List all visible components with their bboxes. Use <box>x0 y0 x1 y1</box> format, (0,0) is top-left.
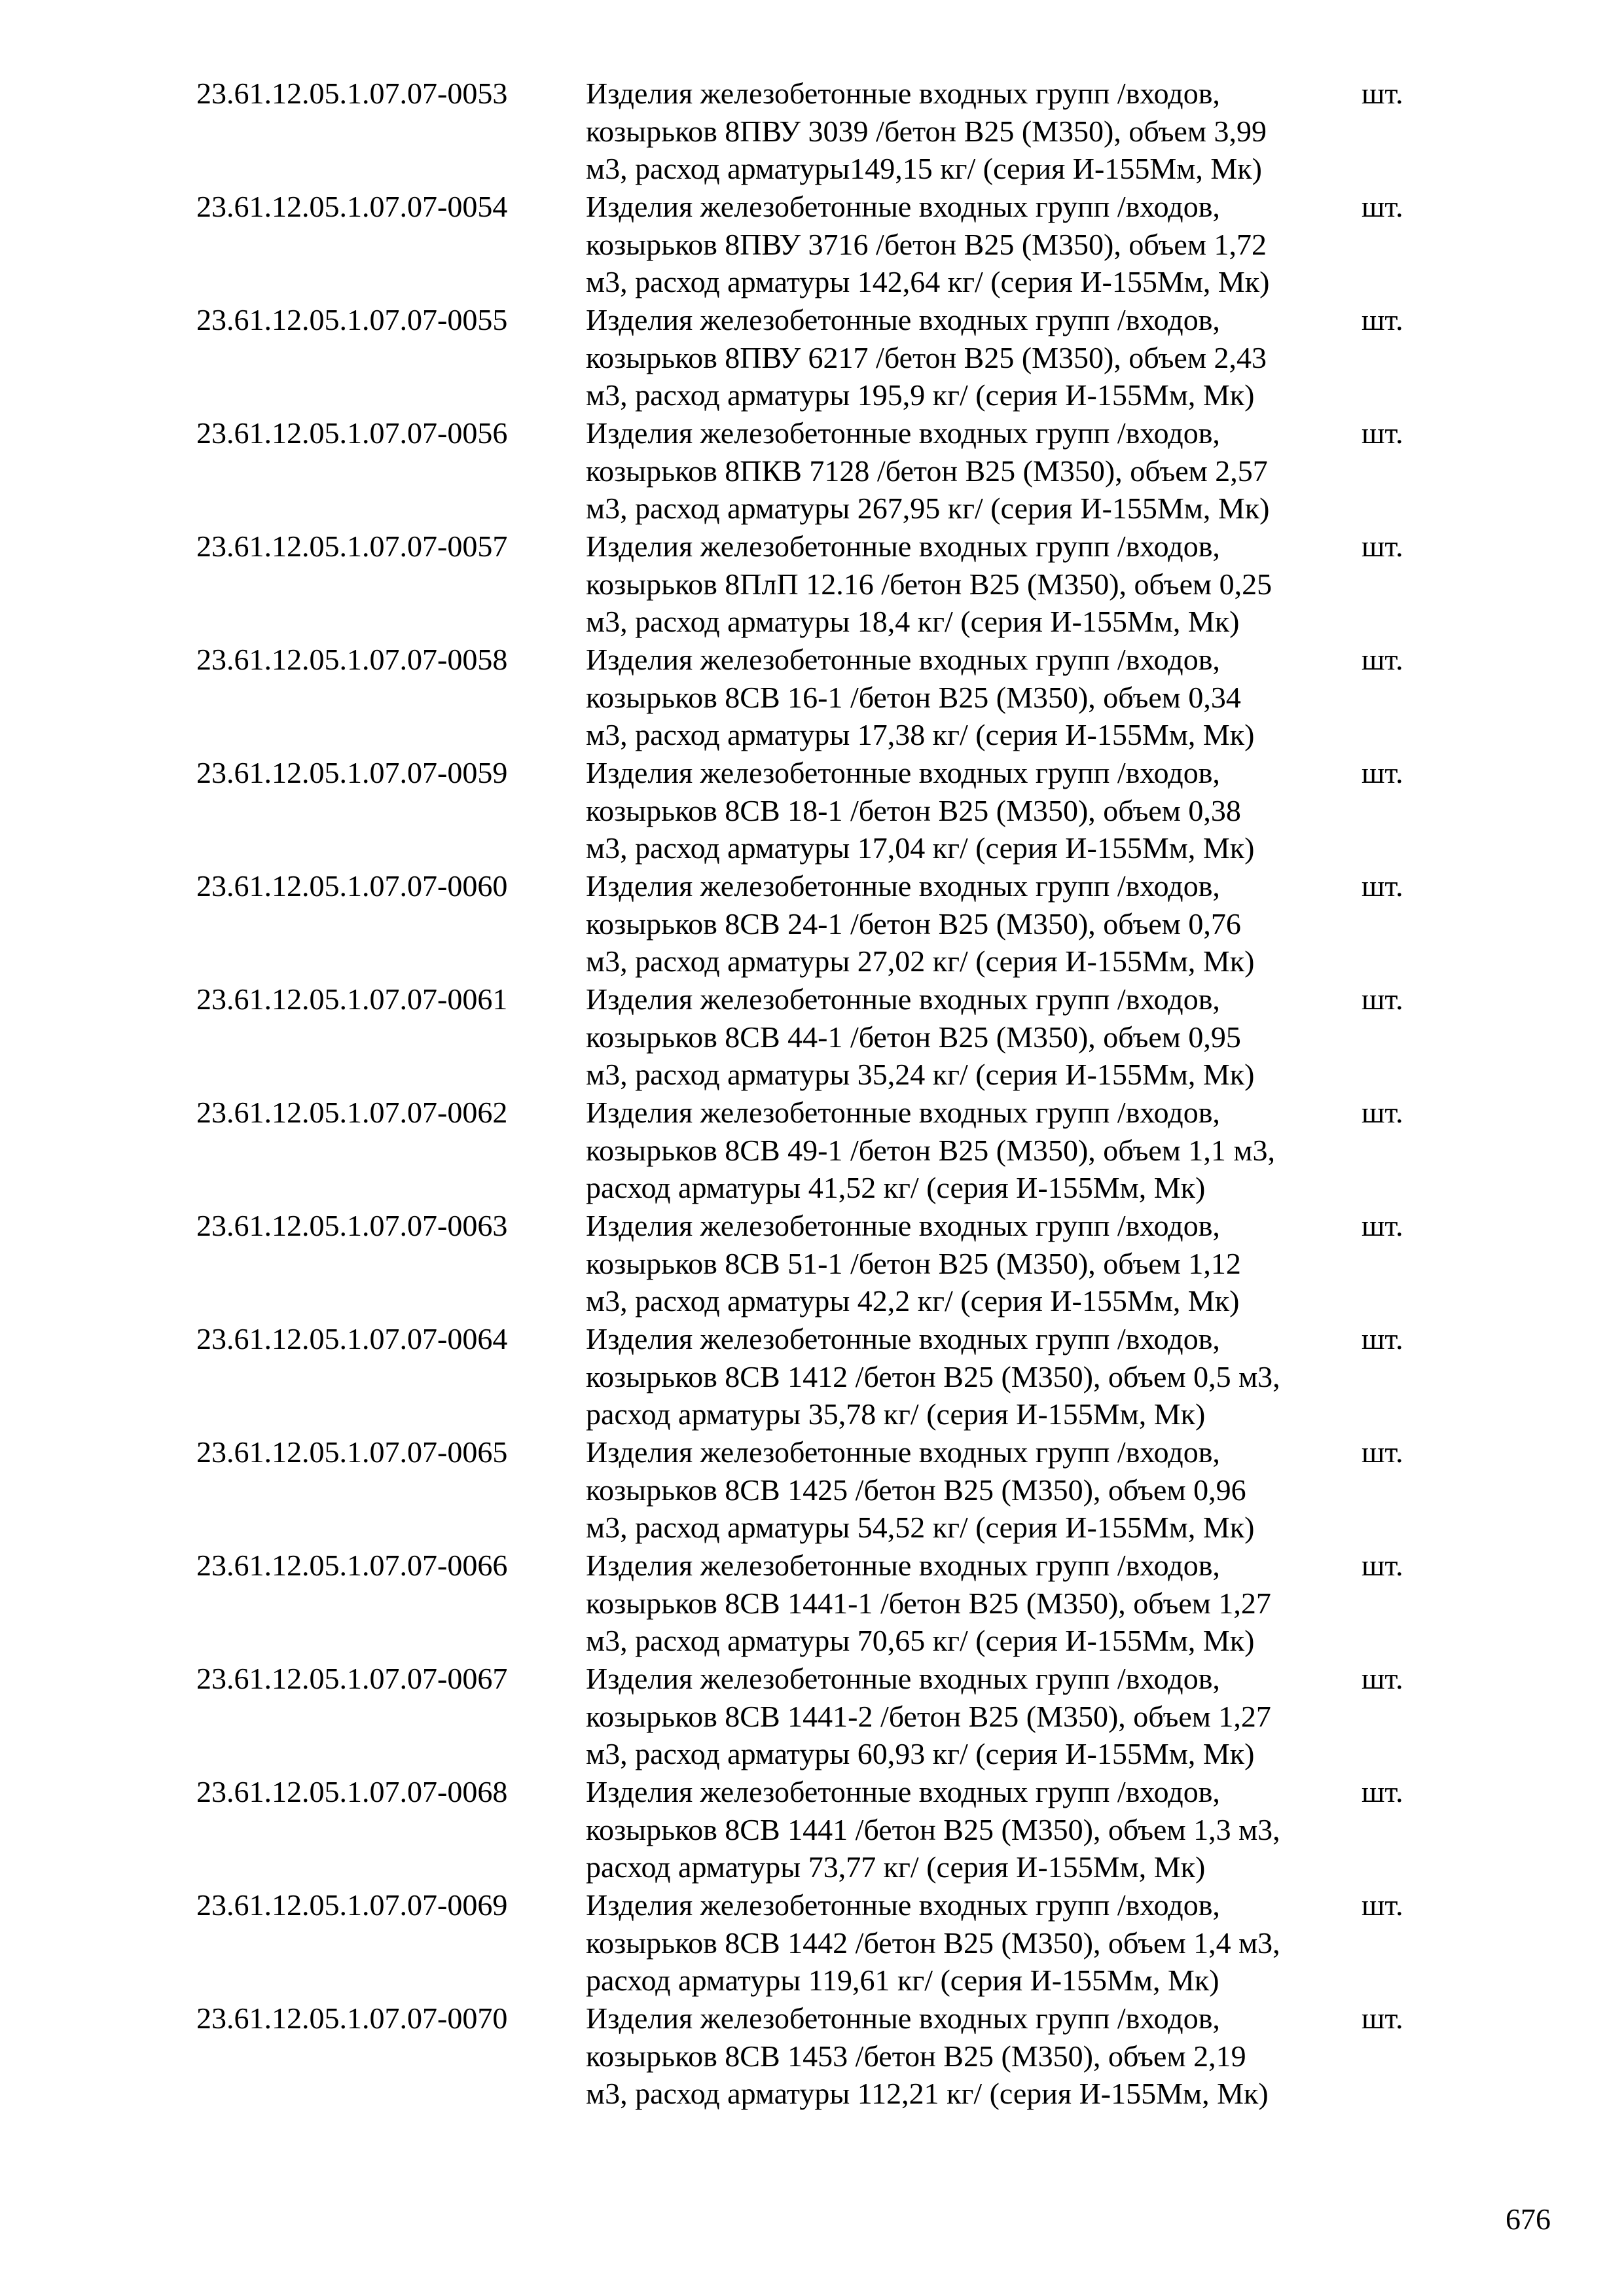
resource-description <box>586 1094 1355 1207</box>
description-line: Изделия железобетонные входных групп /входов, <box>586 643 1220 676</box>
resource-description <box>586 1433 1355 1547</box>
resource-code: 23.61.12.05.1.07.07-0066 <box>196 1549 508 1582</box>
description-line: Изделия железобетонные входных групп /входов, <box>586 190 1220 223</box>
resource-code: 23.61.12.05.1.07.07-0064 <box>196 1322 508 1355</box>
table-row <box>196 414 1440 528</box>
unit-of-measure: шт. <box>1362 1322 1403 1355</box>
resource-description <box>586 75 1355 188</box>
description-line: м3, расход арматуры 267,95 кг/ (серия И-155Мм, Мк) <box>586 492 1270 525</box>
description-line: м3, расход арматуры149,15 кг/ (серия И-155Мм, Мк) <box>586 152 1262 185</box>
description-line: м3, расход арматуры 60,93 кг/ (серия И-155Мм, Мк) <box>586 1737 1255 1770</box>
unit-of-measure: шт. <box>1362 643 1403 676</box>
description-line: м3, расход арматуры 70,65 кг/ (серия И-155Мм, Мк) <box>586 1624 1255 1657</box>
description-line: м3, расход арматуры 112,21 кг/ (серия И-155Мм, Мк) <box>586 2077 1269 2110</box>
description-line: Изделия железобетонные входных групп /входов, <box>586 2001 1220 2035</box>
description-line: козырьков 8СВ 44-1 /бетон В25 (М350), объем 0,95 <box>586 1020 1241 1054</box>
unit-of-measure: шт. <box>1362 529 1403 563</box>
table-row <box>196 1094 1440 1207</box>
resource-description <box>586 641 1355 754</box>
description-line: расход арматуры 73,77 кг/ (серия И-155Мм, Мк) <box>586 1850 1206 1884</box>
table-row <box>196 2000 1440 2113</box>
description-line: козырьков 8СВ 1441 /бетон В25 (М350), объем 1,3 м3, <box>586 1812 1280 1846</box>
description-line: Изделия железобетонные входных групп /входов, <box>586 303 1220 336</box>
resource-code: 23.61.12.05.1.07.07-0053 <box>196 77 508 110</box>
description-line: Изделия железобетонные входных групп /входов, <box>586 982 1220 1016</box>
resource-code: 23.61.12.05.1.07.07-0069 <box>196 1888 508 1922</box>
description-line: козырьков 8СВ 16-1 /бетон В25 (М350), объем 0,34 <box>586 680 1241 714</box>
description-line: м3, расход арматуры 17,38 кг/ (серия И-155Мм, Мк) <box>586 718 1255 751</box>
description-line: козырьков 8СВ 18-1 /бетон В25 (М350), объем 0,38 <box>586 793 1241 827</box>
description-line: Изделия железобетонные входных групп /входов, <box>586 1775 1220 1808</box>
unit-of-measure: шт. <box>1362 1549 1403 1582</box>
unit-of-measure: шт. <box>1362 869 1403 903</box>
table-row <box>196 1207 1440 1320</box>
description-line: козырьков 8ПВУ 3716 /бетон В25 (М350), объем 1,72 <box>586 227 1267 261</box>
table-row <box>196 867 1440 980</box>
price-list-table <box>196 75 1440 2113</box>
description-line: козырьков 8СВ 24-1 /бетон В25 (М350), объем 0,76 <box>586 906 1241 941</box>
resource-description <box>586 1320 1355 1433</box>
table-row <box>196 301 1440 414</box>
description-line: расход арматуры 35,78 кг/ (серия И-155Мм, Мк) <box>586 1397 1206 1431</box>
description-line: козырьков 8ПВУ 6217 /бетон В25 (М350), объем 2,43 <box>586 340 1267 374</box>
description-line: м3, расход арматуры 42,2 кг/ (серия И-155Мм, Мк) <box>586 1284 1240 1318</box>
resource-code: 23.61.12.05.1.07.07-0058 <box>196 643 508 676</box>
unit-of-measure: шт. <box>1362 77 1403 110</box>
resource-code: 23.61.12.05.1.07.07-0067 <box>196 1662 508 1695</box>
table-row <box>196 528 1440 641</box>
unit-of-measure: шт. <box>1362 1096 1403 1129</box>
description-line: Изделия железобетонные входных групп /входов, <box>586 1322 1220 1355</box>
description-line: козырьков 8ПВУ 3039 /бетон В25 (М350), объем 3,99 <box>586 114 1267 148</box>
resource-code: 23.61.12.05.1.07.07-0054 <box>196 190 508 223</box>
resource-code: 23.61.12.05.1.07.07-0062 <box>196 1096 508 1129</box>
resource-code: 23.61.12.05.1.07.07-0068 <box>196 1775 508 1808</box>
resource-description <box>586 414 1355 528</box>
description-line: Изделия железобетонные входных групп /входов, <box>586 1435 1220 1469</box>
description-line: Изделия железобетонные входных групп /входов, <box>586 1662 1220 1695</box>
description-line: Изделия железобетонные входных групп /входов, <box>586 77 1220 110</box>
table-row <box>196 980 1440 1094</box>
description-line: козырьков 8СВ 51-1 /бетон В25 (М350), объем 1,12 <box>586 1246 1241 1280</box>
description-line: Изделия железобетонные входных групп /входов, <box>586 1549 1220 1582</box>
unit-of-measure: шт. <box>1362 982 1403 1016</box>
description-line: м3, расход арматуры 142,64 кг/ (серия И-155Мм, Мк) <box>586 265 1270 298</box>
description-line: расход арматуры 41,52 кг/ (серия И-155Мм, Мк) <box>586 1171 1206 1204</box>
table-row <box>196 641 1440 754</box>
resource-code: 23.61.12.05.1.07.07-0063 <box>196 1209 508 1242</box>
description-line: козырьков 8СВ 1412 /бетон В25 (М350), объем 0,5 м3, <box>586 1359 1280 1393</box>
unit-of-measure: шт. <box>1362 303 1403 336</box>
resource-description <box>586 980 1355 1094</box>
description-line: Изделия железобетонные входных групп /входов, <box>586 1096 1220 1129</box>
description-line: Изделия железобетонные входных групп /входов, <box>586 529 1220 563</box>
resource-code: 23.61.12.05.1.07.07-0059 <box>196 756 508 789</box>
description-line: м3, расход арматуры 17,04 кг/ (серия И-155Мм, Мк) <box>586 831 1255 865</box>
description-line: козырьков 8СВ 1441-2 /бетон В25 (М350), объем 1,27 <box>586 1699 1271 1733</box>
resource-description <box>586 1886 1355 2000</box>
unit-of-measure: шт. <box>1362 1775 1403 1808</box>
resource-code: 23.61.12.05.1.07.07-0057 <box>196 529 508 563</box>
description-line: козырьков 8СВ 1425 /бетон В25 (М350), объем 0,96 <box>586 1473 1246 1507</box>
unit-of-measure: шт. <box>1362 416 1403 450</box>
resource-description <box>586 1207 1355 1320</box>
description-line: Изделия железобетонные входных групп /входов, <box>586 756 1220 789</box>
table-row <box>196 1660 1440 1773</box>
table-row <box>196 1886 1440 2000</box>
description-line: козырьков 8СВ 1442 /бетон В25 (М350), объем 1,4 м3, <box>586 1926 1280 1960</box>
resource-description <box>586 188 1355 301</box>
table-row <box>196 1320 1440 1433</box>
resource-description <box>586 528 1355 641</box>
resource-description <box>586 1773 1355 1886</box>
resource-code: 23.61.12.05.1.07.07-0056 <box>196 416 508 450</box>
table-row <box>196 1433 1440 1547</box>
resource-description <box>586 1660 1355 1773</box>
description-line: Изделия железобетонные входных групп /входов, <box>586 869 1220 903</box>
description-line: козырьков 8ПКВ 7128 /бетон В25 (М350), объем 2,57 <box>586 454 1268 488</box>
resource-code: 23.61.12.05.1.07.07-0055 <box>196 303 508 336</box>
unit-of-measure: шт. <box>1362 1435 1403 1469</box>
resource-code: 23.61.12.05.1.07.07-0060 <box>196 869 508 903</box>
resource-code: 23.61.12.05.1.07.07-0061 <box>196 982 508 1016</box>
resource-code: 23.61.12.05.1.07.07-0070 <box>196 2001 508 2035</box>
unit-of-measure: шт. <box>1362 1209 1403 1242</box>
description-line: Изделия железобетонные входных групп /входов, <box>586 1888 1220 1922</box>
description-line: м3, расход арматуры 54,52 кг/ (серия И-155Мм, Мк) <box>586 1511 1255 1544</box>
table-row <box>196 75 1440 188</box>
unit-of-measure: шт. <box>1362 1662 1403 1695</box>
description-line: м3, расход арматуры 195,9 кг/ (серия И-155Мм, Мк) <box>586 378 1255 412</box>
page-number: 676 <box>1506 2202 1551 2236</box>
description-line: козырьков 8СВ 1453 /бетон В25 (М350), объем 2,19 <box>586 2039 1246 2073</box>
resource-description <box>586 1547 1355 1660</box>
unit-of-measure: шт. <box>1362 756 1403 789</box>
resource-description <box>586 301 1355 414</box>
description-line: козырьков 8ПлП 12.16 /бетон В25 (М350), объем 0,25 <box>586 567 1272 601</box>
unit-of-measure: шт. <box>1362 190 1403 223</box>
table-row <box>196 754 1440 867</box>
unit-of-measure: шт. <box>1362 2001 1403 2035</box>
description-line: Изделия железобетонные входных групп /входов, <box>586 416 1220 450</box>
resource-description <box>586 2000 1355 2113</box>
resource-description <box>586 754 1355 867</box>
resource-description <box>586 867 1355 980</box>
description-line: козырьков 8СВ 1441-1 /бетон В25 (М350), объем 1,27 <box>586 1586 1271 1620</box>
description-line: козырьков 8СВ 49-1 /бетон В25 (М350), объем 1,1 м3, <box>586 1133 1275 1167</box>
table-row <box>196 1547 1440 1660</box>
table-row <box>196 1773 1440 1886</box>
description-line: м3, расход арматуры 27,02 кг/ (серия И-155Мм, Мк) <box>586 944 1255 978</box>
resource-code: 23.61.12.05.1.07.07-0065 <box>196 1435 508 1469</box>
table-row <box>196 188 1440 301</box>
unit-of-measure: шт. <box>1362 1888 1403 1922</box>
description-line: м3, расход арматуры 18,4 кг/ (серия И-155Мм, Мк) <box>586 605 1240 638</box>
description-line: Изделия железобетонные входных групп /входов, <box>586 1209 1220 1242</box>
description-line: расход арматуры 119,61 кг/ (серия И-155Мм, Мк) <box>586 1964 1219 1997</box>
description-line: м3, расход арматуры 35,24 кг/ (серия И-155Мм, Мк) <box>586 1058 1255 1091</box>
